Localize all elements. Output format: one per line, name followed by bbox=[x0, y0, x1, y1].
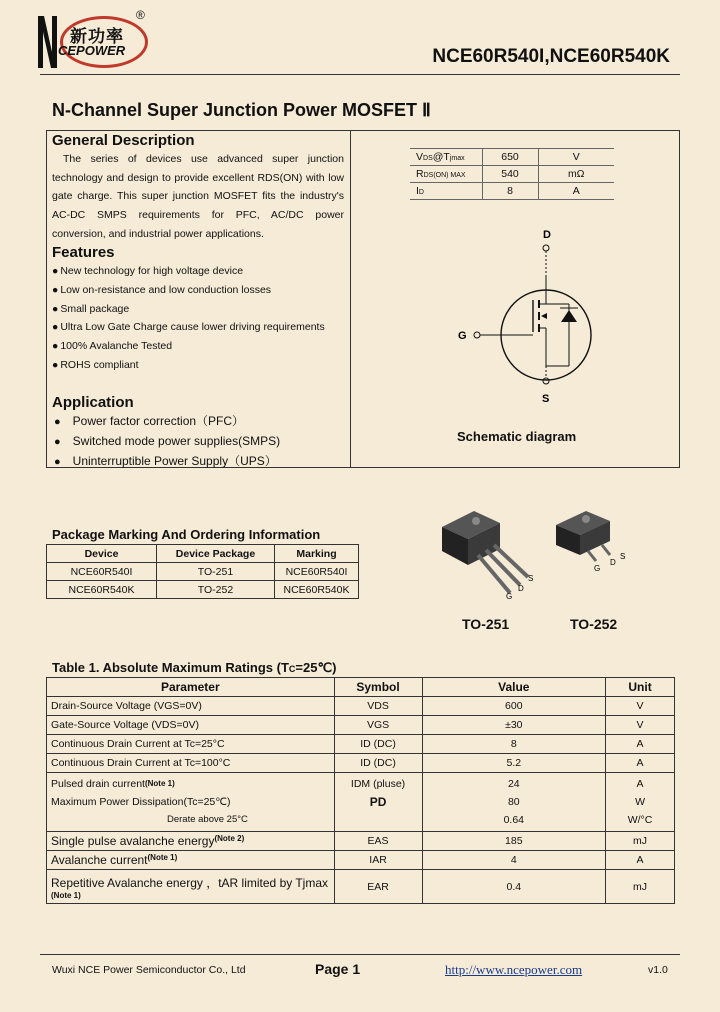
param-cell: Avalanche current$^{(Note 1)}$ bbox=[47, 851, 335, 870]
table1-col-header: Parameter bbox=[47, 678, 335, 697]
symbol-cell: IDM (pluse) PD bbox=[334, 773, 422, 832]
application-heading: Application bbox=[52, 394, 134, 411]
spec-unit: A bbox=[538, 183, 614, 200]
package-col-header: Marking bbox=[275, 545, 359, 563]
part-numbers: NCE60R540I,NCE60R540K bbox=[432, 46, 670, 67]
feature-item: ● Low on-resistance and low conduction losses bbox=[52, 281, 325, 300]
value-cell: 0.4 bbox=[422, 870, 606, 904]
to251-package-icon bbox=[438, 505, 543, 601]
table-row bbox=[47, 832, 675, 851]
unit-cell: V bbox=[606, 716, 675, 735]
table-row bbox=[47, 773, 675, 832]
table-row bbox=[47, 735, 675, 754]
symbol-cell: VDS bbox=[334, 697, 422, 716]
table-row bbox=[47, 851, 675, 870]
footer-rule bbox=[40, 954, 680, 955]
unit-cell: A bbox=[606, 754, 675, 773]
application-item: ● Power factor correction（PFC） bbox=[54, 412, 280, 432]
general-description-heading: General Description bbox=[52, 132, 195, 149]
logo-n-mark bbox=[36, 12, 58, 70]
package-table bbox=[46, 544, 359, 599]
features-list bbox=[52, 262, 325, 375]
table-row bbox=[47, 716, 675, 735]
param-cell: Drain-Source Voltage (VGS=0V) bbox=[47, 697, 335, 716]
general-description-text: The series of devices use advanced super junction technology and design to provide excellent RDS(ON) with low gate charge. This super junction MOSFET fits the industry's AC-DC SMPS requirements for PFC, AC/DC power conversion, and industrial power applications. bbox=[52, 153, 344, 240]
pin-s-label: S bbox=[528, 574, 534, 583]
spec-param: ID bbox=[410, 183, 482, 200]
table-row bbox=[47, 697, 675, 716]
page-number: Page 1 bbox=[315, 961, 361, 977]
param-cell: Continuous Drain Current at Tc=100°C bbox=[47, 754, 335, 773]
gate-label: G bbox=[458, 330, 467, 342]
table-row bbox=[47, 581, 359, 599]
features-heading: Features bbox=[52, 244, 115, 261]
table1-col-header: Unit bbox=[606, 678, 675, 697]
value-cell: 185 bbox=[422, 832, 606, 851]
body-diode-icon bbox=[561, 310, 577, 322]
overview-divider bbox=[350, 130, 351, 468]
table1-heading: Table 1. Absolute Maximum Ratings (TC=25℃) bbox=[52, 660, 337, 675]
feature-item: ● Small package bbox=[52, 300, 325, 319]
param-cell: Continuous Drain Current at Tc=25°C bbox=[47, 735, 335, 754]
package-cell: NCE60R540I bbox=[47, 563, 157, 581]
pin-s-label: S bbox=[620, 552, 626, 561]
package-cell: NCE60R540I bbox=[275, 563, 359, 581]
schematic-caption: Schematic diagram bbox=[457, 429, 577, 444]
package-cell: NCE60R540K bbox=[47, 581, 157, 599]
value-cell: 600 bbox=[422, 697, 606, 716]
spec-row bbox=[410, 166, 614, 183]
feature-item: ● 100% Avalanche Tested bbox=[52, 337, 325, 356]
spec-param: RDS(ON) MAX bbox=[410, 166, 482, 183]
registered-mark: ® bbox=[136, 8, 145, 22]
spec-param: VDS@Tjmax bbox=[410, 149, 482, 166]
feature-item: ● Ultra Low Gate Charge cause lower driving requirements bbox=[52, 318, 325, 337]
value-cell: 4 bbox=[422, 851, 606, 870]
symbol-cell: IAR bbox=[334, 851, 422, 870]
pin-g-label: G bbox=[506, 592, 513, 601]
param-cell: Pulsed drain current$^{(Note 1)}$ Maximum Power Dissipation(Tc=25℃) Derate above 25°C bbox=[47, 773, 335, 832]
spec-unit: mΩ bbox=[538, 166, 614, 183]
unit-cell: mJ bbox=[606, 832, 675, 851]
application-item: ● Uninterruptible Power Supply（UPS） bbox=[54, 452, 280, 472]
spec-value: 8 bbox=[482, 183, 538, 200]
param-cell: Single pulse avalanche energy$^{(Note 2)}$ bbox=[47, 832, 335, 851]
table-row bbox=[47, 563, 359, 581]
key-spec-table bbox=[410, 148, 614, 200]
symbol-cell: ID (DC) bbox=[334, 754, 422, 773]
package-cell: TO-251 bbox=[157, 563, 275, 581]
symbol-cell: EAS bbox=[334, 832, 422, 851]
value-cell: 24 80 0.64 bbox=[422, 773, 606, 832]
unit-cell: mJ bbox=[606, 870, 675, 904]
package-heading: Package Marking And Ordering Information bbox=[52, 527, 321, 542]
symbol-cell: EAR bbox=[334, 870, 422, 904]
package-cell: TO-252 bbox=[157, 581, 275, 599]
pin-d-label: D bbox=[518, 584, 524, 593]
table-row bbox=[47, 754, 675, 773]
package-col-header: Device Package bbox=[157, 545, 275, 563]
unit-cell: A bbox=[606, 735, 675, 754]
header-rule bbox=[40, 74, 680, 75]
spec-value: 540 bbox=[482, 166, 538, 183]
source-label: S bbox=[542, 393, 550, 405]
value-cell: 5.2 bbox=[422, 754, 606, 773]
logo-english-text: CEPOWER bbox=[58, 43, 126, 58]
feature-item: ● New technology for high voltage device bbox=[52, 262, 325, 281]
feature-item: ● ROHS compliant bbox=[52, 356, 325, 375]
logo-chinese-text: 新功率 bbox=[70, 27, 124, 46]
website-link[interactable]: http://www.ncepower.com bbox=[445, 962, 583, 977]
pin-g-label: G bbox=[594, 564, 601, 573]
to251-label: TO-251 bbox=[462, 616, 510, 632]
unit-cell: A W W/°C bbox=[606, 773, 675, 832]
table1-col-header: Value bbox=[422, 678, 606, 697]
to252-package-icon bbox=[552, 505, 632, 585]
table-row bbox=[47, 870, 675, 904]
value-cell: 8 bbox=[422, 735, 606, 754]
absolute-max-ratings-table bbox=[46, 677, 675, 904]
symbol-cell: ID (DC) bbox=[334, 735, 422, 754]
package-cell: NCE60R540K bbox=[275, 581, 359, 599]
package-col-header: Device bbox=[47, 545, 157, 563]
to252-label: TO-252 bbox=[570, 616, 618, 632]
symbol-cell: VGS bbox=[334, 716, 422, 735]
table1-col-header: Symbol bbox=[334, 678, 422, 697]
spec-row bbox=[410, 149, 614, 166]
application-item: ● Switched mode power supplies(SMPS) bbox=[54, 432, 280, 452]
drain-label: D bbox=[543, 229, 551, 241]
application-list bbox=[54, 412, 280, 471]
pin-d-label: D bbox=[610, 558, 616, 567]
unit-cell: A bbox=[606, 851, 675, 870]
version-label: v1.0 bbox=[648, 964, 668, 976]
spec-value: 650 bbox=[482, 149, 538, 166]
document-title: N-Channel Super Junction Power MOSFET Ⅱ bbox=[52, 100, 431, 120]
unit-cell: V bbox=[606, 697, 675, 716]
param-cell: Gate-Source Voltage (VDS=0V) bbox=[47, 716, 335, 735]
footer-company: Wuxi NCE Power Semiconductor Co., Ltd bbox=[52, 964, 246, 976]
spec-unit: V bbox=[538, 149, 614, 166]
spec-row bbox=[410, 183, 614, 200]
mosfet-schematic bbox=[455, 226, 605, 410]
value-cell: ±30 bbox=[422, 716, 606, 735]
param-cell: Repetitive Avalanche energy ，tAR limited by Tjmax (Note 1) bbox=[47, 870, 335, 904]
